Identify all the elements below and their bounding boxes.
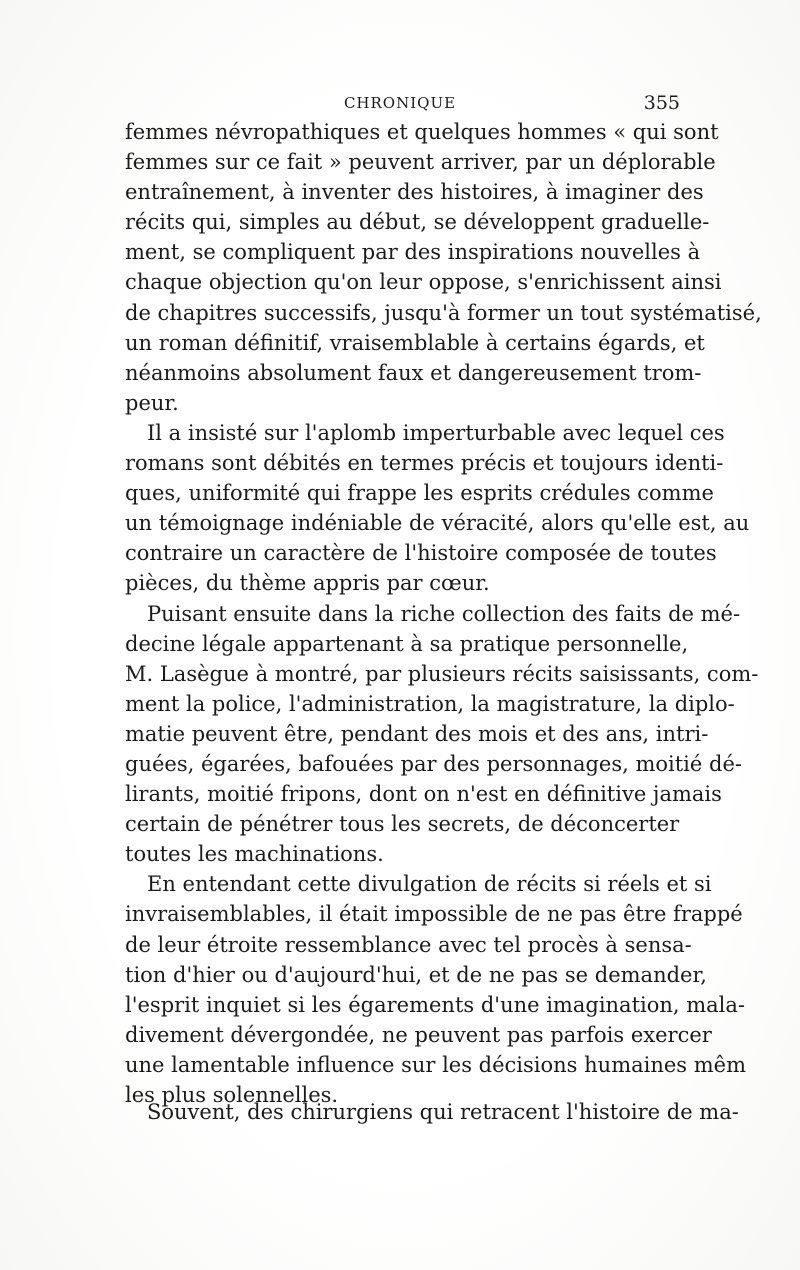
text-line: ment, se compliquent par des inspirations nouvelles à — [125, 240, 701, 265]
text-line: tion d'hier ou d'aujourd'hui, et de ne pas se demander, — [125, 962, 707, 987]
text-line: divement dévergondée, ne peuvent pas parfois exercer — [125, 1022, 712, 1047]
text-line: un roman définitif, vraisemblable à certains égards, et — [125, 330, 705, 355]
text-line: de leur étroite ressemblance avec tel procès à sensa- — [125, 932, 692, 957]
text-line: peur. — [125, 390, 179, 415]
final-paragraph — [125, 1097, 739, 1127]
text-line: certain de pénétrer tous les secrets, de déconcerter — [125, 812, 680, 837]
text-line: Souvent, des chirurgiens qui retracent l'histoire de ma- — [147, 1100, 739, 1124]
text-line: ment la police, l'administration, la magistrature, la diplo- — [125, 691, 735, 716]
page-header — [120, 92, 680, 118]
text-line: récits qui, simples au début, se développent graduelle- — [125, 210, 710, 235]
text-line: guées, égarées, bafouées par des personnages, moitié dé- — [125, 751, 742, 776]
text-line: néanmoins absolument faux et dangereusement trom- — [125, 360, 702, 385]
text-line: entraînement, à inventer des histoires, à imaginer des — [125, 180, 704, 205]
text-line: chaque objection qu'on leur oppose, s'enrichissent ainsi — [125, 270, 722, 295]
text-line: M. Lasègue à montré, par plusieurs récits saisissants, com- — [125, 661, 759, 686]
text-line: Puisant ensuite dans la riche collection des faits de mé- — [147, 601, 741, 626]
text-line: femmes sur ce fait » peuvent arriver, par un déplorable — [125, 150, 716, 175]
text-line: toutes les machinations. — [125, 842, 384, 867]
text-line: une lamentable influence sur les décisions humaines mêm — [125, 1052, 746, 1077]
text-line: lirants, moitié fripons, dont on n'est en définitive jamais — [125, 782, 722, 807]
text-line: les plus solennelles. — [125, 1083, 339, 1107]
text-line: ques, uniformité qui frappe les esprits crédules comme — [125, 481, 714, 506]
text-line: Il a insisté sur l'aplomb imperturbable avec lequel ces — [147, 420, 725, 445]
text-line: matie peuvent être, pendant des mois et des ans, intri- — [125, 721, 709, 746]
text-line: femmes névropathiques et quelques hommes « qui sont — [125, 120, 719, 144]
body-text — [125, 117, 762, 1110]
text-line: un témoignage indéniable de véracité, alors qu'elle est, au — [125, 511, 750, 536]
text-line: l'esprit inquiet si les égarements d'une imagination, mala- — [125, 992, 746, 1017]
page-number: 355 — [643, 92, 680, 114]
text-line: romans sont débités en termes précis et toujours identi- — [125, 451, 724, 476]
text-line: invraisemblables, il était impossible de ne pas être frappé — [125, 902, 743, 927]
text-line: de chapitres successifs, jusqu'à former un tout systématisé, — [125, 300, 762, 325]
text-line: En entendant cette divulgation de récits si réels et si — [147, 872, 712, 897]
text-line: pièces, du thème appris par cœur. — [125, 571, 490, 596]
running-title: CHRONIQUE — [343, 94, 457, 112]
text-line: contraire un caractère de l'histoire composée de toutes — [125, 541, 717, 566]
text-line: decine légale appartenant à sa pratique personnelle, — [125, 631, 689, 656]
